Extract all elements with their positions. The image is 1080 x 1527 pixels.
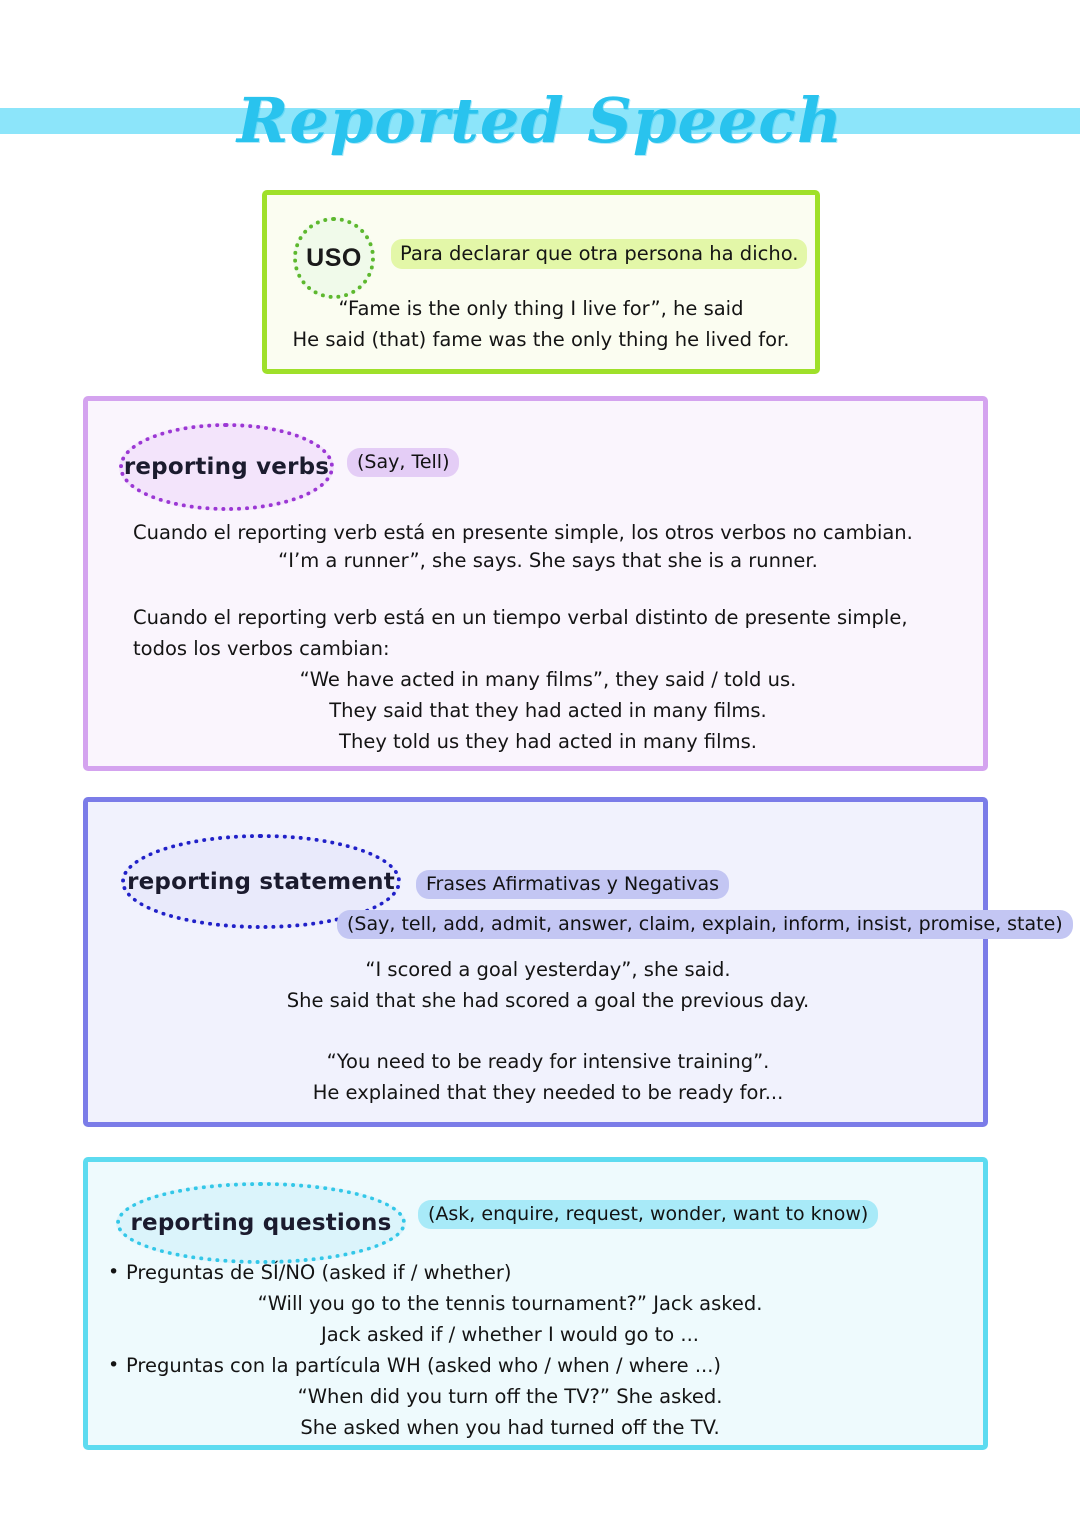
reporting-verbs-heading: reporting verbs [123, 454, 330, 480]
reporting-verbs-example-2c: They told us they had acted in many films. [339, 730, 757, 753]
reporting-statement-examples-2 [133, 1046, 963, 1108]
reporting-verbs-heading-ellipse [119, 423, 334, 511]
reporting-verbs-tag: (Say, Tell) [347, 448, 459, 477]
reporting-questions-example-1b: Jack asked if / whether I would go to ... [320, 1323, 700, 1346]
reporting-statement-example-1a: “I scored a goal yesterday”, she said. [365, 958, 731, 981]
reporting-questions-example-2b: She asked when you had turned off the TV. [300, 1416, 720, 1439]
uso-badge-label: USO [306, 243, 362, 272]
uso-examples [267, 293, 815, 355]
reporting-statement-card [83, 797, 1063, 1127]
reporting-statement-example-2b: He explained that they needed to be ready for... [312, 1081, 784, 1104]
reporting-verbs-paragraph-1: Cuando el reporting verb está en presente simple, los otros verbos no cambian. [133, 521, 913, 544]
reporting-statement-heading: reporting statement [127, 868, 395, 895]
uso-card [262, 190, 820, 374]
reporting-verbs-examples [133, 664, 963, 757]
reporting-statement-example-1b: She said that she had scored a goal the previous day. [286, 989, 810, 1012]
reporting-questions-tag: (Ask, enquire, request, wonder, want to know) [418, 1200, 878, 1229]
reporting-questions-heading: reporting questions [130, 1210, 392, 1236]
reporting-statement-example-2a: “You need to be ready for intensive training”. [326, 1050, 770, 1073]
reporting-statement-examples-1 [133, 954, 963, 1016]
uso-definition: Para declarar que otra persona ha dicho. [391, 239, 807, 269]
uso-example-quote: “Fame is the only thing I live for”, he said [338, 297, 744, 320]
uso-badge [293, 217, 375, 299]
uso-example-reported: He said (that) fame was the only thing he lived for. [292, 328, 790, 351]
reporting-questions-example-2a: “When did you turn off the TV?” She asked. [297, 1385, 723, 1408]
reporting-statement-tag-2: (Say, tell, add, admit, answer, claim, explain, inform, insist, promise, state) [337, 910, 1073, 939]
reporting-verbs-example-1: “I’m a runner”, she says. She says that she is a runner. [278, 549, 818, 572]
reporting-questions-card [83, 1157, 988, 1450]
reporting-verbs-example-2b: They said that they had acted in many films. [329, 699, 767, 722]
reporting-questions-heading-ellipse [116, 1182, 406, 1264]
reporting-questions-list [100, 1257, 980, 1443]
reporting-verbs-paragraph-2: Cuando el reporting verb está en un tiempo verbal distinto de presente simple, todos los verbos cambian: [133, 606, 908, 660]
reporting-statement-tag-1: Frases Afirmativas y Negativas [416, 870, 729, 899]
page-title: Reported Speech [236, 84, 844, 157]
reporting-verbs-card [83, 396, 988, 771]
reporting-verbs-example-2a: “We have acted in many films”, they said / told us. [299, 668, 797, 691]
list-item: • Preguntas con la partícula WH (asked who / when / where ...) [100, 1350, 980, 1381]
reporting-questions-example-1a: “Will you go to the tennis tournament?” Jack asked. [257, 1292, 763, 1315]
list-item: • Preguntas de SÍ/NO (asked if / whether) [100, 1257, 980, 1288]
